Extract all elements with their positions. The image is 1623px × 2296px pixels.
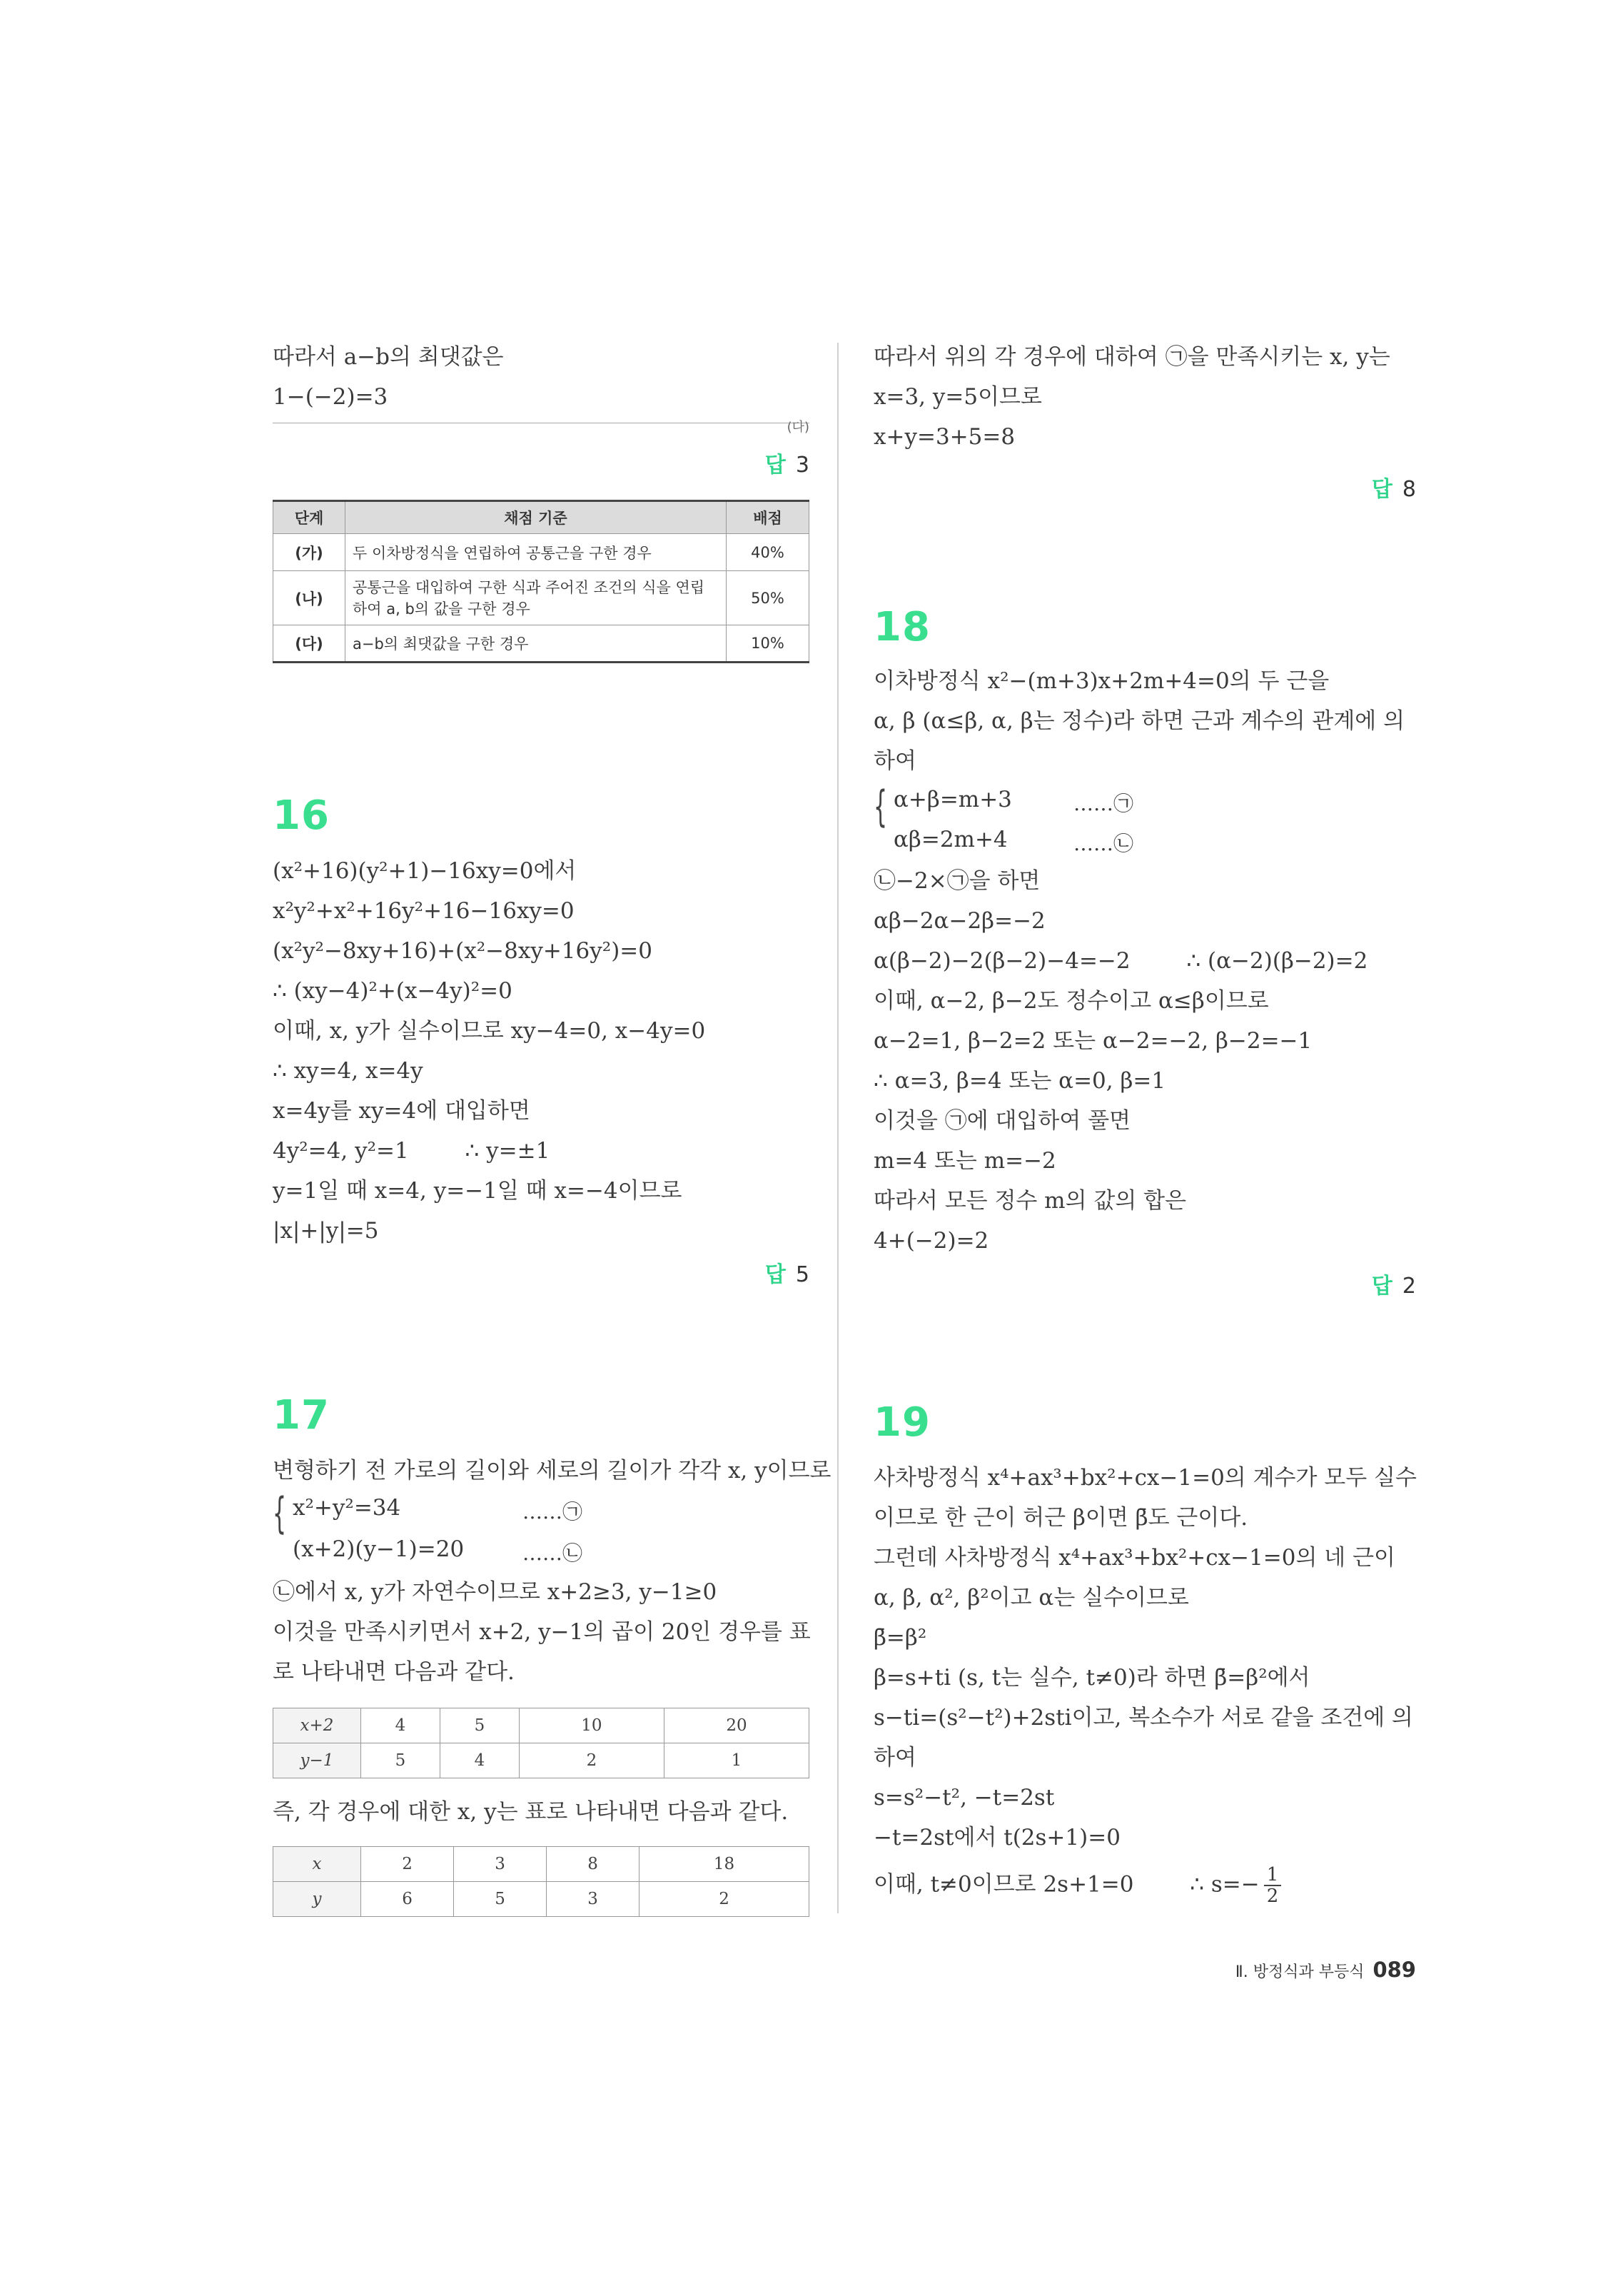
- table-cell: x: [273, 1847, 361, 1882]
- page-number: 089: [1372, 1958, 1416, 1982]
- section-title: Ⅱ. 방정식과 부등식: [1235, 1963, 1365, 1981]
- table-cell: 1: [664, 1743, 809, 1778]
- p17-line: 로 나타내면 다음과 같다.: [273, 1659, 515, 1685]
- table-cell: 3: [454, 1847, 547, 1882]
- p18-tag: ……㉠: [1073, 792, 1134, 815]
- p18-line: α, β (α≤β, α, β는 정수)라 하면 근과 계수의 관계에 의: [874, 708, 1405, 734]
- p16-line: (x²+16)(y²+1)−16xy=0에서: [273, 858, 577, 884]
- table-cell: 5: [361, 1743, 440, 1778]
- answer-value: 2: [1402, 1274, 1416, 1299]
- p18-line: 하여: [874, 748, 916, 774]
- table-row: [273, 1708, 809, 1743]
- answer-value: 3: [795, 453, 809, 478]
- p18-line: ㉡−2×㉠을 하면: [874, 868, 1041, 894]
- table-cell: 2: [519, 1743, 664, 1778]
- answer-label: 답: [764, 453, 786, 478]
- table-row: [273, 534, 809, 571]
- p19-last-text: 이때, t≠0이므로 2s+1=0 ∴ s=−: [874, 1871, 1260, 1898]
- table-cell: 20: [664, 1708, 809, 1743]
- fraction: [1264, 1865, 1282, 1906]
- p18-line: 이차방정식 x²−(m+3)x+2m+4=0의 두 근을: [874, 668, 1330, 694]
- p16-line: ∴ (xy−4)²+(x−4y)²=0: [273, 978, 512, 1004]
- answer-value: 8: [1402, 477, 1416, 502]
- p18-line: m=4 또는 m=−2: [874, 1148, 1056, 1174]
- p19-line: 이므로 한 근이 허근 β이면 β̄도 근이다.: [874, 1505, 1248, 1531]
- table-row: [273, 1882, 809, 1917]
- score-header: 단계: [273, 501, 345, 534]
- table-cell: 5: [454, 1882, 547, 1917]
- table-x-y: [273, 1846, 809, 1917]
- p18-line: αβ−2α−2β=−2: [874, 908, 1046, 934]
- table-cell: y−1: [273, 1743, 361, 1778]
- table-cell: 3: [547, 1882, 639, 1917]
- score-criterion: 공통근을 대입하여 구한 식과 주어진 조건의 식을 연립하여 a, b의 값을 구한 경우: [345, 571, 727, 625]
- step-marker: (다): [787, 420, 809, 435]
- table-cell: 6: [361, 1882, 454, 1917]
- problem-number-18: 18: [874, 604, 931, 650]
- p16-line: (x²y²−8xy+16)+(x²−8xy+16y²)=0: [273, 938, 652, 964]
- p19-line: α, β, α², β²이고 α는 실수이므로: [874, 1585, 1189, 1611]
- score-points: 10%: [727, 625, 809, 663]
- fraction-denominator: 2: [1266, 1885, 1279, 1907]
- p18-line: α−2=1, β−2=2 또는 α−2=−2, β−2=−1: [874, 1028, 1313, 1054]
- p19-last-line: [874, 1865, 1281, 1906]
- p17-tail-line: x=3, y=5이므로: [874, 384, 1042, 410]
- p18-equation: αβ=2m+4: [894, 827, 1008, 852]
- p18-line: ∴ α=3, β=4 또는 α=0, β=1: [874, 1068, 1166, 1094]
- score-step: (다): [273, 625, 345, 663]
- p17-line: 이것을 만족시키면서 x+2, y−1의 곱이 20인 경우를 표: [273, 1619, 811, 1645]
- table-row: [273, 571, 809, 625]
- p17-equation: x²+y²=34: [293, 1495, 401, 1521]
- table-x2-y1: [273, 1708, 809, 1778]
- fraction-numerator: 1: [1264, 1865, 1282, 1886]
- p16-line: y=1일 때 x=4, y=−1일 때 x=−4이므로: [273, 1178, 682, 1204]
- system-brace: {: [874, 782, 888, 832]
- score-points: 40%: [727, 534, 809, 571]
- score-header: 배점: [727, 501, 809, 534]
- column-divider: [837, 343, 839, 1913]
- p19-line: s−ti=(s²−t²)+2sti이고, 복소수가 서로 같을 조건에 의: [874, 1705, 1413, 1731]
- p15-line: 따라서 a−b의 최댓값은: [273, 344, 504, 370]
- p19-line: s=s²−t², −t=2st: [874, 1785, 1055, 1811]
- table-row: [273, 1847, 809, 1882]
- p19-line: −t=2st에서 t(2s+1)=0: [874, 1825, 1121, 1851]
- table-cell: x+2: [273, 1708, 361, 1743]
- p16-line: x²y²+x²+16y²+16−16xy=0: [273, 898, 575, 924]
- table-row: [273, 625, 809, 663]
- answer-15: [765, 447, 809, 478]
- p19-line: 사차방정식 x⁴+ax³+bx²+cx−1=0의 계수가 모두 실수: [874, 1465, 1417, 1491]
- answer-18: [1372, 1268, 1416, 1299]
- table-cell: 4: [361, 1708, 440, 1743]
- score-header: 채점 기준: [345, 501, 727, 534]
- table-cell: y: [273, 1882, 361, 1917]
- answer-label: 답: [1371, 477, 1392, 502]
- p18-equation: α+β=m+3: [894, 787, 1012, 812]
- problem-number-16: 16: [273, 792, 330, 839]
- answer-17: [1372, 471, 1416, 503]
- answer-label: 답: [764, 1262, 786, 1287]
- p17-tag: ……㉠: [522, 1500, 583, 1524]
- p17-tag: ……㉡: [522, 1541, 583, 1565]
- p18-line: α(β−2)−2(β−2)−4=−2 ∴ (α−2)(β−2)=2: [874, 948, 1368, 974]
- p15-line: 1−(−2)=3: [273, 384, 388, 410]
- score-criterion: a−b의 최댓값을 구한 경우: [345, 625, 727, 663]
- answer-value: 5: [795, 1262, 809, 1287]
- system-brace: {: [273, 1489, 287, 1539]
- score-points: 50%: [727, 571, 809, 625]
- answer-16: [765, 1257, 809, 1288]
- table-cell: 10: [519, 1708, 664, 1743]
- p16-line: ∴ xy=4, x=4y: [273, 1058, 423, 1084]
- p16-line: x=4y를 xy=4에 대입하면: [273, 1098, 530, 1124]
- p18-tag: ……㉡: [1073, 832, 1134, 855]
- p18-line: 이것을 ㉠에 대입하여 풀면: [874, 1108, 1131, 1134]
- p19-line: 그런데 사차방정식 x⁴+ax³+bx²+cx−1=0의 네 근이: [874, 1545, 1395, 1571]
- table-cell: 8: [547, 1847, 639, 1882]
- p17-line: 변형하기 전 가로의 길이와 세로의 길이가 각각 x, y이므로: [273, 1458, 831, 1484]
- table-cell: 2: [361, 1847, 454, 1882]
- table-cell: 2: [639, 1882, 809, 1917]
- table-cell: 18: [639, 1847, 809, 1882]
- p18-line: 이때, α−2, β−2도 정수이고 α≤β이므로: [874, 988, 1269, 1014]
- p16-line: |x|+|y|=5: [273, 1218, 379, 1244]
- p17-tail-line: x+y=3+5=8: [874, 424, 1016, 450]
- score-criterion: 두 이차방정식을 연립하여 공통근을 구한 경우: [345, 534, 727, 571]
- p17-line: ㉡에서 x, y가 자연수이므로 x+2≥3, y−1≥0: [273, 1579, 717, 1605]
- p17-equation: (x+2)(y−1)=20: [293, 1536, 465, 1562]
- p16-line: 4y²=4, y²=1 ∴ y=±1: [273, 1138, 550, 1164]
- score-table: [273, 500, 809, 663]
- problem-number-19: 19: [874, 1399, 931, 1446]
- p18-line: 4+(−2)=2: [874, 1228, 989, 1254]
- p19-line: 하여: [874, 1745, 916, 1771]
- score-step: (나): [273, 571, 345, 625]
- p19-line: β=s+ti (s, t는 실수, t≠0)라 하면 β̄=β²에서: [874, 1665, 1310, 1691]
- p19-line: β̄=β²: [874, 1625, 927, 1651]
- page-footer: [1235, 1958, 1416, 1982]
- table-row: [273, 1743, 809, 1778]
- problem-number-17: 17: [273, 1392, 330, 1439]
- answer-label: 답: [1371, 1274, 1392, 1299]
- p16-line: 이때, x, y가 실수이므로 xy−4=0, x−4y=0: [273, 1018, 706, 1044]
- table-cell: 4: [440, 1743, 519, 1778]
- table-cell: 5: [440, 1708, 519, 1743]
- p18-line: 따라서 모든 정수 m의 값의 합은: [874, 1188, 1187, 1214]
- p17-tail-line: 따라서 위의 각 경우에 대하여 ㉠을 만족시키는 x, y는: [874, 344, 1390, 370]
- score-step: (가): [273, 534, 345, 571]
- p17-line: 즉, 각 경우에 대한 x, y는 표로 나타내면 다음과 같다.: [273, 1799, 789, 1825]
